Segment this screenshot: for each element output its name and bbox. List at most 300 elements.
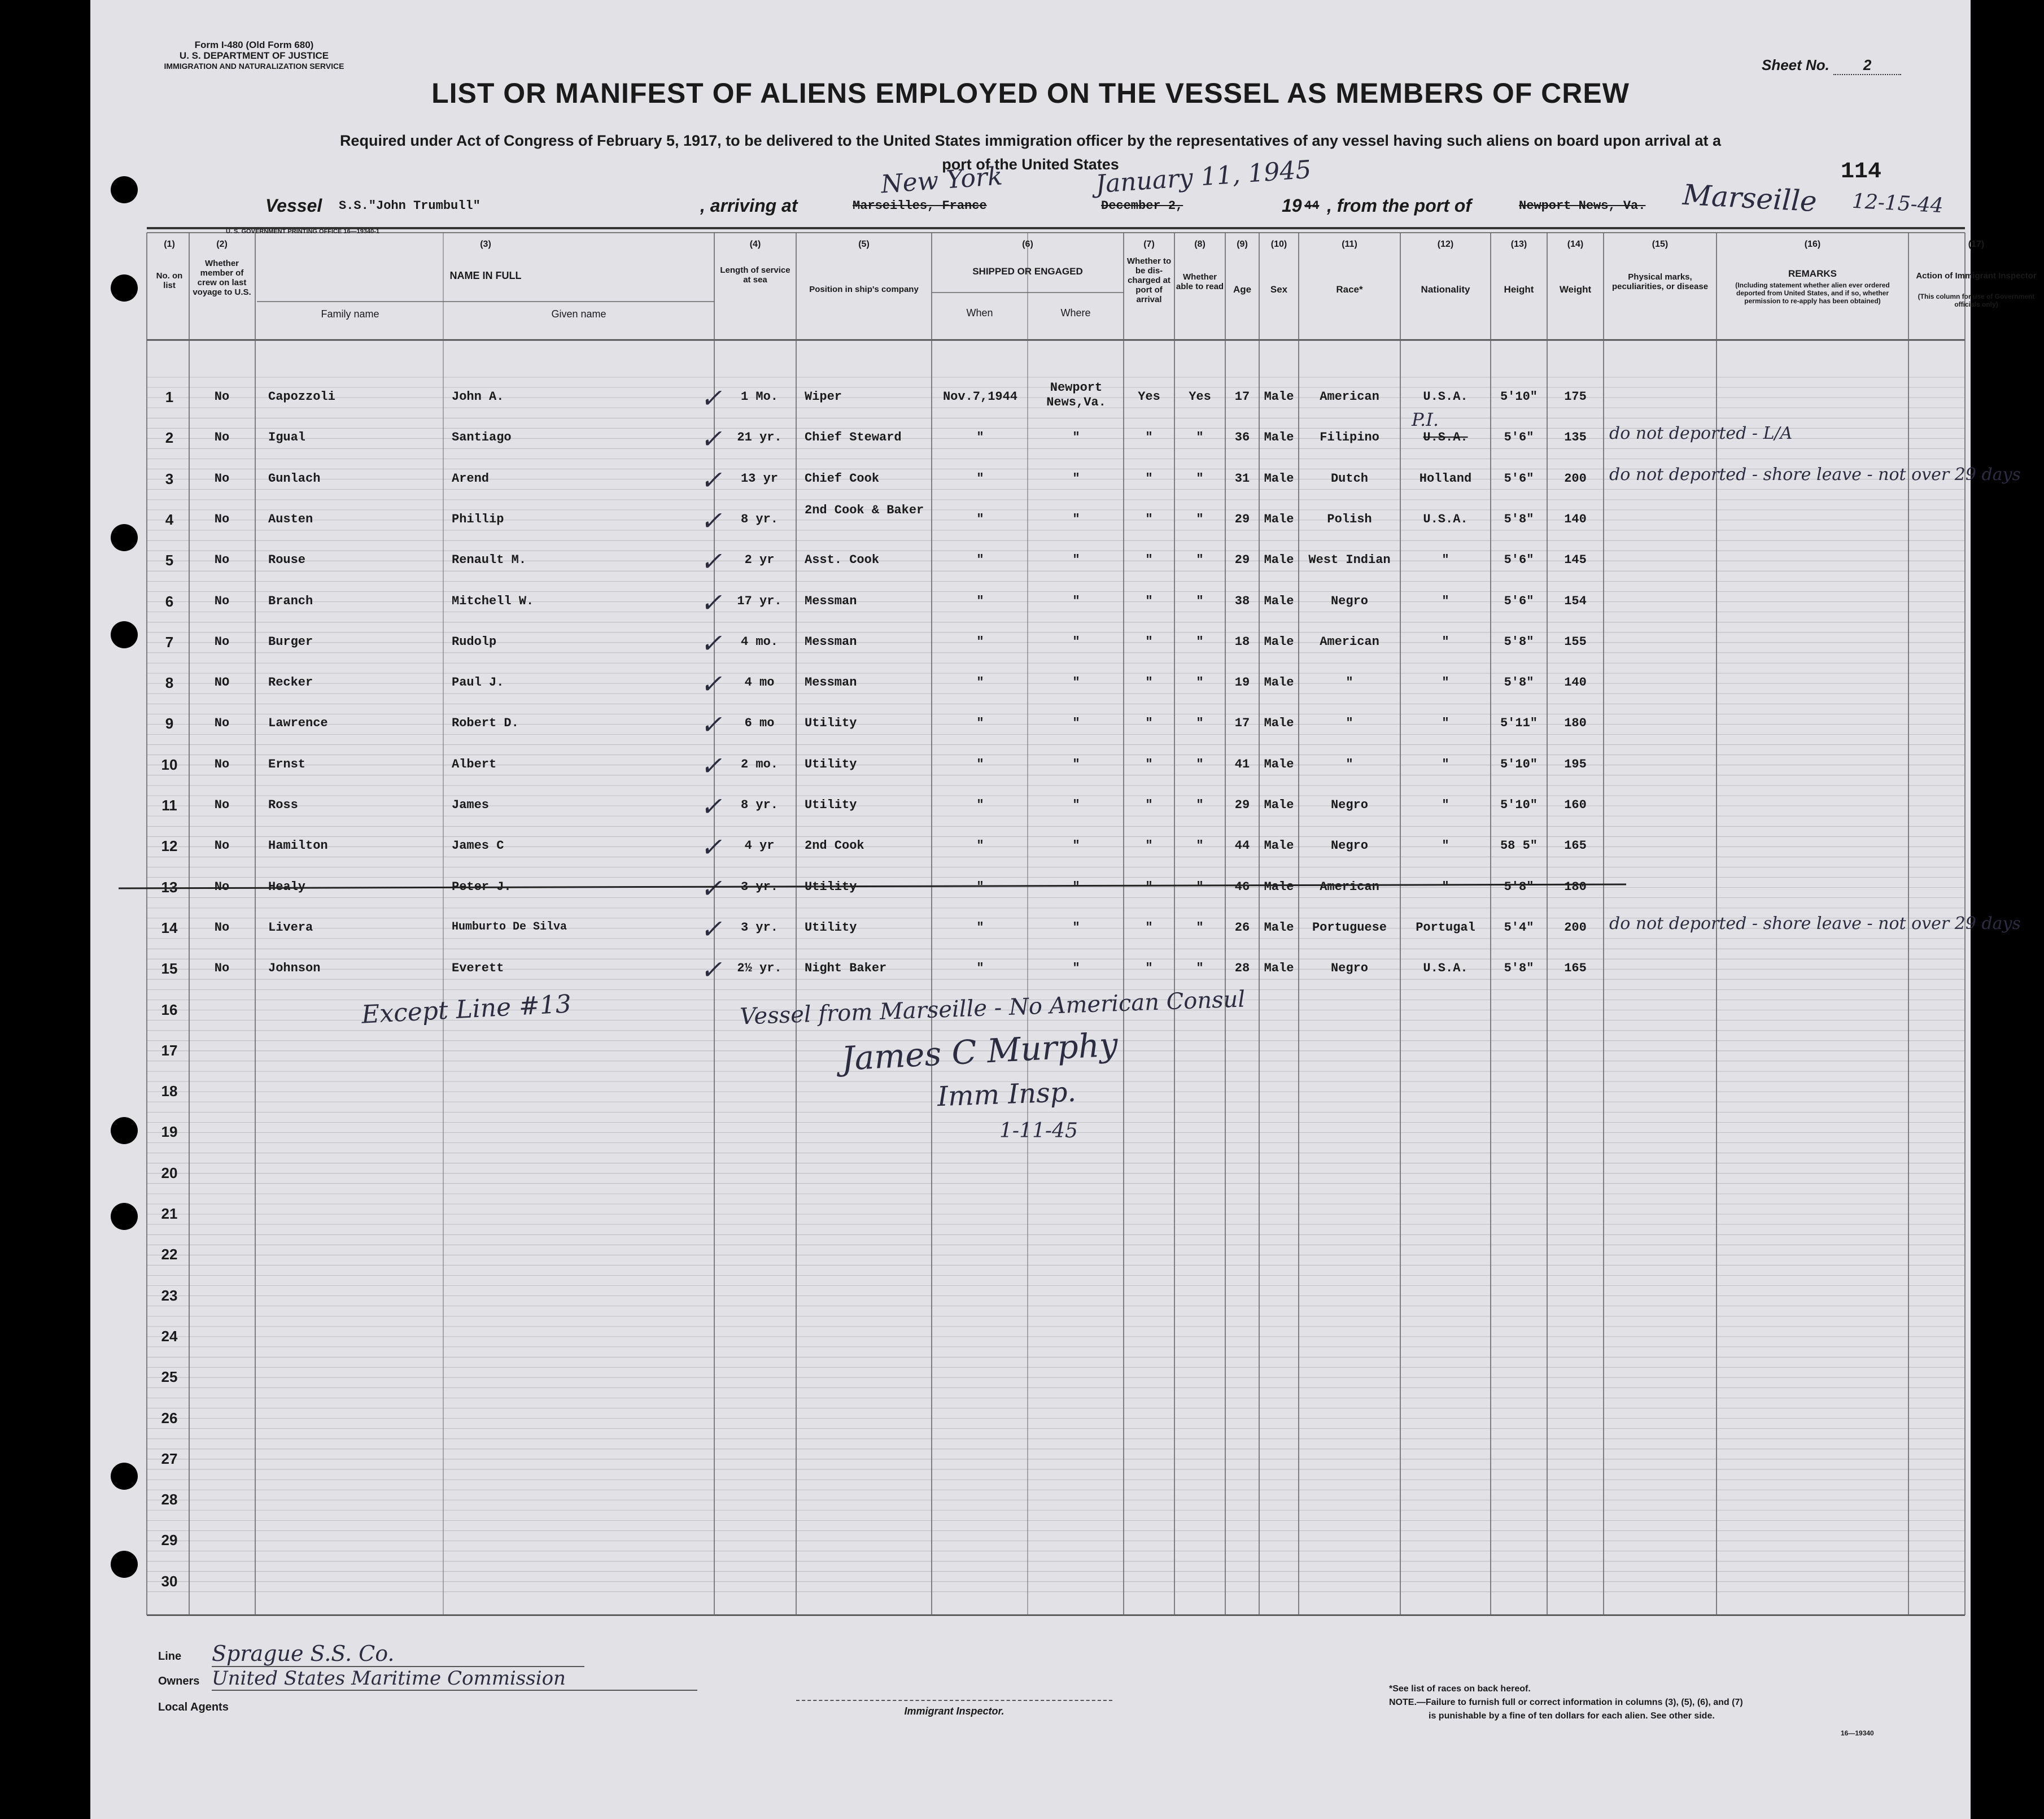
cell-height: 58 5"	[1500, 839, 1538, 853]
inspector-title: Imm Insp.	[937, 1076, 1077, 1113]
cell-where: "	[1072, 675, 1080, 690]
fine-note-2: is punishable by a fine of ten dollars for each alien. See other side.	[1429, 1711, 1715, 1721]
cell-height: 5'10"	[1500, 798, 1538, 812]
cell-age: 17	[1234, 390, 1250, 404]
cell-age: 19	[1234, 675, 1250, 690]
cell-age: 41	[1234, 757, 1250, 771]
cell-last: NO	[214, 675, 230, 690]
row-number: 19	[161, 1123, 178, 1141]
cell-last: No	[214, 471, 230, 486]
row-number: 14	[161, 919, 178, 936]
cell-last: No	[214, 594, 230, 608]
cell-position: 2nd Cook	[805, 839, 864, 853]
cell-read: Yes	[1189, 390, 1211, 404]
cell-last: No	[214, 716, 230, 731]
cell-when: "	[976, 961, 984, 976]
cell-race: Filipino	[1320, 430, 1379, 445]
cell-sex: Male	[1264, 594, 1294, 608]
cell-sex: Male	[1264, 757, 1294, 771]
date-typed: December 2,	[1101, 199, 1183, 213]
page-number: 114	[1841, 159, 1882, 185]
cell-nationality: U.S.A.	[1423, 961, 1468, 976]
cell-last: No	[214, 512, 230, 526]
cell-where: "	[1072, 634, 1080, 649]
cell-when: Nov.7,1944	[942, 390, 1018, 404]
punch-hole	[111, 621, 138, 648]
cell-given: Renault M.	[452, 553, 527, 568]
cell-position: 2nd Cook & Baker	[805, 503, 924, 517]
cell-position: Utility	[805, 920, 857, 935]
cell-family: Austen	[268, 512, 313, 526]
col8-num: (8)	[1194, 239, 1206, 249]
cell-nationality: U.S.A.	[1423, 390, 1468, 404]
cell-service: 2 yr	[744, 553, 775, 568]
row-number: 1	[165, 389, 174, 405]
cell-family: Burger	[268, 634, 313, 649]
cell-position: Asst. Cook	[805, 553, 880, 568]
cell-discharged: "	[1145, 594, 1153, 608]
cell-read: "	[1196, 920, 1204, 935]
cell-when: "	[976, 553, 984, 568]
cell-service: 4 yr	[744, 839, 775, 853]
cell-when: "	[976, 430, 984, 445]
check-mark-icon: ✓	[700, 709, 722, 740]
cell-nationality: "	[1442, 634, 1449, 649]
cell-given: Peter J.	[452, 879, 512, 894]
col7-header: Whether to be dis-charged at port of arrival	[1126, 256, 1172, 304]
cell-read: "	[1196, 879, 1204, 894]
row-number: 18	[161, 1083, 178, 1100]
col15-num: (15)	[1652, 239, 1669, 249]
cell-where: "	[1072, 961, 1080, 976]
inspector-signature-line	[796, 1700, 1112, 1701]
cell-last: No	[214, 920, 230, 935]
cell-read: "	[1196, 471, 1204, 486]
row-number: 2	[165, 429, 174, 447]
col9-header: Age	[1233, 284, 1252, 295]
cell-read: "	[1196, 512, 1204, 526]
check-mark-icon: ✓	[700, 587, 722, 618]
col16-num: (16)	[1804, 239, 1821, 249]
except-line-note: Except Line #13	[360, 989, 573, 1030]
from-label: , from the port of	[1327, 195, 1471, 216]
cell-last: No	[214, 879, 230, 894]
form-code: 16—19340	[1841, 1729, 1874, 1737]
cell-given: Arend	[452, 471, 490, 486]
row-number: 22	[161, 1246, 178, 1263]
year-typed: 44	[1304, 199, 1320, 213]
col6-num: (6)	[1022, 239, 1033, 249]
cell-read: "	[1196, 634, 1204, 649]
row-number: 11	[161, 797, 177, 814]
cell-sex: Male	[1264, 553, 1294, 568]
cell-weight: 140	[1564, 675, 1587, 690]
row-number: 26	[161, 1409, 178, 1427]
where-header: Where	[1060, 307, 1091, 319]
cell-when: "	[976, 757, 984, 771]
cell-age: 31	[1234, 471, 1250, 486]
cell-when: "	[976, 471, 984, 486]
cell-race: Polish	[1327, 512, 1372, 526]
cell-read: "	[1196, 675, 1204, 690]
cell-position: Utility	[805, 879, 857, 894]
cell-race: American	[1320, 390, 1379, 404]
cell-family: Johnson	[268, 961, 321, 976]
row-number: 3	[165, 470, 174, 487]
page-title: LIST OR MANIFEST OF ALIENS EMPLOYED ON THE VESSEL AS MEMBERS OF CREW	[431, 77, 1630, 109]
cell-where: "	[1072, 594, 1080, 608]
cell-read: "	[1196, 594, 1204, 608]
cell-when: "	[976, 675, 984, 690]
cell-position: Night Baker	[805, 961, 887, 976]
when-header: When	[966, 307, 993, 319]
cell-discharged: "	[1145, 798, 1153, 812]
cell-weight: 180	[1564, 716, 1587, 731]
cell-service: 6 mo	[744, 716, 775, 731]
cell-service: 2 mo.	[740, 757, 778, 771]
col8-header: Whether able to read	[1176, 272, 1224, 291]
punch-hole	[111, 1463, 138, 1490]
cell-service: 4 mo	[744, 675, 775, 690]
cell-read: "	[1196, 757, 1204, 771]
year-prefix: 19	[1282, 195, 1302, 216]
col4-header: Length of service at sea	[720, 265, 790, 285]
cell-height: 5'4"	[1504, 920, 1534, 935]
remarks-note: do not deported - shore leave - not over 29 days	[1609, 464, 2021, 485]
cell-height: 5'6"	[1504, 471, 1534, 486]
cell-where: "	[1072, 757, 1080, 771]
row-number: 30	[161, 1572, 178, 1590]
cell-age: 44	[1234, 839, 1250, 853]
arriving-label: , arriving at	[700, 195, 798, 216]
cell-height: 5'8"	[1504, 634, 1534, 649]
col1-num: (1)	[164, 239, 175, 249]
cell-when: "	[976, 716, 984, 731]
cell-height: 5'8"	[1504, 512, 1534, 526]
cell-given: Rudolp	[452, 634, 497, 649]
punch-hole	[111, 1203, 138, 1230]
cell-where: "	[1072, 553, 1080, 568]
cell-position: Messman	[805, 594, 857, 608]
cell-service: 8 yr.	[740, 512, 778, 526]
cell-weight: 140	[1564, 512, 1587, 526]
cell-race: "	[1346, 757, 1353, 771]
cell-family: Branch	[268, 594, 313, 608]
cell-race: Portuguese	[1312, 920, 1387, 935]
cell-race: "	[1346, 675, 1353, 690]
row-number: 21	[161, 1205, 178, 1222]
cell-weight: 160	[1564, 798, 1587, 812]
cell-where: "	[1072, 798, 1080, 812]
cell-discharged: "	[1145, 920, 1153, 935]
cell-service: 2½ yr.	[737, 961, 782, 976]
cell-sex: Male	[1264, 430, 1294, 445]
cell-given: Humburto De Silva	[452, 920, 567, 934]
cell-nationality: Holland	[1419, 471, 1472, 486]
cell-age: 36	[1234, 430, 1250, 445]
cell-height: 5'8"	[1504, 961, 1534, 976]
cell-height: 5'10"	[1500, 757, 1538, 771]
cell-given: Mitchell W.	[452, 594, 534, 608]
inspector-label: Immigrant Inspector.	[904, 1705, 1004, 1717]
col16-subheader: (Including statement whether alien ever ordered deported from United States, and if so, whether permission to re-apply has been obtained)	[1735, 281, 1890, 305]
cell-service: 21 yr.	[737, 430, 782, 445]
inspection-date: 1-11-45	[999, 1119, 1078, 1142]
row-number: 28	[161, 1491, 178, 1508]
cell-weight: 200	[1564, 471, 1587, 486]
fine-note-1: NOTE.—Failure to furnish full or correct information in columns (3), (5), (6), and (7)	[1389, 1698, 1743, 1707]
check-mark-icon: ✓	[700, 627, 722, 658]
check-mark-icon: ✓	[700, 505, 722, 536]
cell-read: "	[1196, 553, 1204, 568]
col14-header: Weight	[1559, 284, 1592, 295]
line-label: Line	[158, 1650, 182, 1663]
col17-subheader: (This column for use of Government officials only)	[1918, 293, 2035, 308]
cell-read: "	[1196, 716, 1204, 731]
cell-race: Negro	[1330, 798, 1368, 812]
row-number: 10	[161, 756, 178, 773]
cell-discharged: "	[1145, 675, 1153, 690]
cell-where: "	[1072, 879, 1080, 894]
cell-race: Negro	[1330, 594, 1368, 608]
cell-nationality: Portugal	[1416, 920, 1475, 935]
cell-weight: 155	[1564, 634, 1587, 649]
inspector-signature: James C Murphy	[840, 1025, 1119, 1078]
cell-nationality: "	[1442, 553, 1449, 568]
cell-last: No	[214, 430, 230, 445]
cell-position: Utility	[805, 757, 857, 771]
cell-where: "	[1072, 430, 1080, 445]
cell-nationality: "	[1442, 594, 1449, 608]
check-mark-icon: ✓	[700, 791, 722, 822]
check-mark-icon: ✓	[700, 913, 722, 944]
row-number: 4	[165, 511, 174, 528]
subtitle: Required under Act of Congress of February 5, 1917, to be delivered to the United States immigration officer by the representatives of any vessel having such aliens on board upon arrival at a port of the United States	[339, 132, 1722, 173]
cell-sex: Male	[1264, 716, 1294, 731]
cell-when: "	[976, 512, 984, 526]
col11-num: (11)	[1342, 239, 1357, 249]
cell-when: "	[976, 920, 984, 935]
check-mark-icon: ✓	[700, 383, 722, 413]
cell-discharged: "	[1145, 512, 1153, 526]
col5-num: (5)	[858, 239, 870, 249]
cell-race: Dutch	[1330, 471, 1368, 486]
cell-sex: Male	[1264, 961, 1294, 976]
col6-header: SHIPPED OR ENGAGED	[972, 266, 1083, 277]
cell-given: James C	[452, 839, 504, 853]
check-mark-icon: ✓	[700, 424, 722, 455]
cell-read: "	[1196, 839, 1204, 853]
cell-discharged: "	[1145, 879, 1153, 894]
cell-read: "	[1196, 430, 1204, 445]
check-mark-icon: ✓	[700, 464, 722, 495]
arriving-typed: Marseilles, France	[853, 199, 987, 213]
cell-last: No	[214, 634, 230, 649]
row-number: 16	[161, 1001, 178, 1018]
cell-height: 5'8"	[1504, 675, 1534, 690]
cell-family: Capozzoli	[268, 390, 335, 404]
cell-family: Recker	[268, 675, 313, 690]
cell-nationality: U.S.A.	[1423, 430, 1468, 445]
sheet-number: Sheet No. 2	[1762, 56, 1901, 75]
cell-service: 17 yr.	[737, 594, 782, 608]
cell-last: No	[214, 839, 230, 853]
cell-when: "	[976, 634, 984, 649]
cell-height: 5'6"	[1504, 594, 1534, 608]
cell-position: Messman	[805, 675, 857, 690]
col7-num: (7)	[1143, 239, 1155, 249]
cell-given: Everett	[452, 961, 504, 976]
manifest-sheet	[90, 0, 2037, 1819]
printer-line: U. S. GOVERNMENT PRINTING OFFICE 16—19340-1	[226, 228, 380, 235]
from-typed: Newport News, Va.	[1519, 199, 1646, 213]
cell-family: Hamilton	[268, 839, 328, 853]
family-name-header: Family name	[321, 308, 379, 320]
col3-header: NAME IN FULL	[449, 270, 522, 281]
cell-nationality: "	[1442, 879, 1449, 894]
row-number: 24	[161, 1327, 178, 1345]
cell-given: John A.	[452, 390, 504, 404]
cell-last: No	[214, 553, 230, 568]
cell-weight: 195	[1564, 757, 1587, 771]
row-number: 7	[165, 633, 174, 651]
cell-weight: 165	[1564, 961, 1587, 976]
col12-header: Nationality	[1421, 284, 1470, 295]
cell-where: "	[1072, 471, 1080, 486]
row-number: 6	[165, 592, 174, 610]
cell-sex: Male	[1264, 675, 1294, 690]
local-agents-label: Local Agents	[158, 1701, 229, 1713]
col16-header: REMARKS	[1788, 268, 1837, 279]
cell-given: James	[452, 798, 490, 812]
cell-height: 5'6"	[1504, 430, 1534, 445]
cell-age: 17	[1234, 716, 1250, 731]
cell-age: 29	[1234, 553, 1250, 568]
row-number: 20	[161, 1164, 178, 1181]
cell-discharged: "	[1145, 634, 1153, 649]
vessel-label: Vessel	[265, 195, 322, 216]
cell-age: 28	[1234, 961, 1250, 976]
date-handwritten: January 11, 1945	[1094, 155, 1312, 199]
cell-discharged: "	[1145, 839, 1153, 853]
row-number: 13	[161, 878, 178, 896]
row-number: 9	[165, 715, 174, 732]
cell-age: 29	[1234, 512, 1250, 526]
col10-header: Sex	[1270, 284, 1288, 295]
cell-sex: Male	[1264, 390, 1294, 404]
col13-header: Height	[1504, 284, 1534, 295]
cell-position: Utility	[805, 798, 857, 812]
cell-height: 5'10"	[1500, 390, 1538, 404]
col11-header: Race*	[1336, 284, 1363, 295]
cell-family: Livera	[268, 920, 313, 935]
cell-family: Ernst	[268, 757, 306, 771]
cell-when: "	[976, 839, 984, 853]
cell-discharged: "	[1145, 961, 1153, 976]
cell-given: Phillip	[452, 512, 504, 526]
cell-sex: Male	[1264, 512, 1294, 526]
cell-nationality: U.S.A.	[1423, 512, 1468, 526]
col17-num: (17)	[1968, 239, 1985, 249]
cell-sex: Male	[1264, 879, 1294, 894]
cell-last: No	[214, 798, 230, 812]
cell-last: No	[214, 390, 230, 404]
cell-service: 8 yr.	[740, 798, 778, 812]
cell-age: 18	[1234, 634, 1250, 649]
check-mark-icon: ✓	[700, 873, 722, 904]
check-mark-icon: ✓	[700, 669, 722, 700]
cell-race: West Indian	[1308, 553, 1391, 568]
cell-weight: 165	[1564, 839, 1587, 853]
cell-discharged: "	[1145, 553, 1153, 568]
col10-num: (10)	[1270, 239, 1287, 249]
cell-service: 4 mo.	[740, 634, 778, 649]
row-number: 15	[161, 960, 178, 978]
cell-given: Robert D.	[452, 716, 519, 731]
cell-service: 13 yr	[740, 471, 778, 486]
cell-race: American	[1320, 634, 1379, 649]
col13-num: (13)	[1510, 239, 1527, 249]
cell-weight: 135	[1564, 430, 1587, 445]
remarks-note: do not deported - L/A	[1609, 424, 1793, 444]
cell-position: Chief Steward	[805, 430, 902, 445]
cell-nationality: "	[1442, 839, 1449, 853]
cell-discharged: "	[1145, 471, 1153, 486]
check-mark-icon: ✓	[700, 954, 722, 985]
from-date-handwritten: 12-15-44	[1851, 189, 1944, 218]
cell-weight: 200	[1564, 920, 1587, 935]
punch-hole	[111, 524, 138, 551]
row-number: 17	[161, 1041, 178, 1059]
cell-nationality: "	[1442, 675, 1449, 690]
cell-nationality: "	[1442, 716, 1449, 731]
col3-num: (3)	[480, 239, 491, 249]
check-mark-icon: ✓	[700, 750, 722, 781]
cell-age: 38	[1234, 594, 1250, 608]
cell-discharged: "	[1145, 430, 1153, 445]
given-name-header: Given name	[551, 308, 606, 320]
punch-hole	[111, 274, 138, 302]
row-number: 8	[165, 674, 174, 692]
punch-hole	[111, 1117, 138, 1144]
row-number: 29	[161, 1532, 178, 1549]
owners-value: United States Maritime Commission	[212, 1667, 697, 1691]
cell-discharged: Yes	[1138, 390, 1160, 404]
cell-given: Albert	[452, 757, 497, 771]
cell-weight: 180	[1564, 879, 1587, 894]
from-handwritten: Marseille	[1682, 178, 1818, 219]
cell-nationality: "	[1442, 798, 1449, 812]
row-number: 25	[161, 1368, 178, 1386]
cell-when: "	[976, 594, 984, 608]
races-note: *See list of races on back hereof.	[1389, 1684, 1531, 1694]
cell-service: 1 Mo.	[740, 390, 778, 404]
cell-where: Newport News,Va.	[1046, 381, 1106, 409]
cell-where: "	[1072, 839, 1080, 853]
cell-family: Gunlach	[268, 471, 321, 486]
col9-num: (9)	[1237, 239, 1248, 249]
cell-weight: 145	[1564, 553, 1587, 568]
col4-num: (4)	[749, 239, 761, 249]
cell-discharged: "	[1145, 757, 1153, 771]
cell-race: "	[1346, 716, 1353, 731]
cell-sex: Male	[1264, 471, 1294, 486]
cell-position: Messman	[805, 634, 857, 649]
col2-num: (2)	[216, 239, 228, 249]
cell-when: "	[976, 798, 984, 812]
col17-header: Action of Immigrant Inspector	[1916, 271, 2037, 281]
cell-last: No	[214, 757, 230, 771]
